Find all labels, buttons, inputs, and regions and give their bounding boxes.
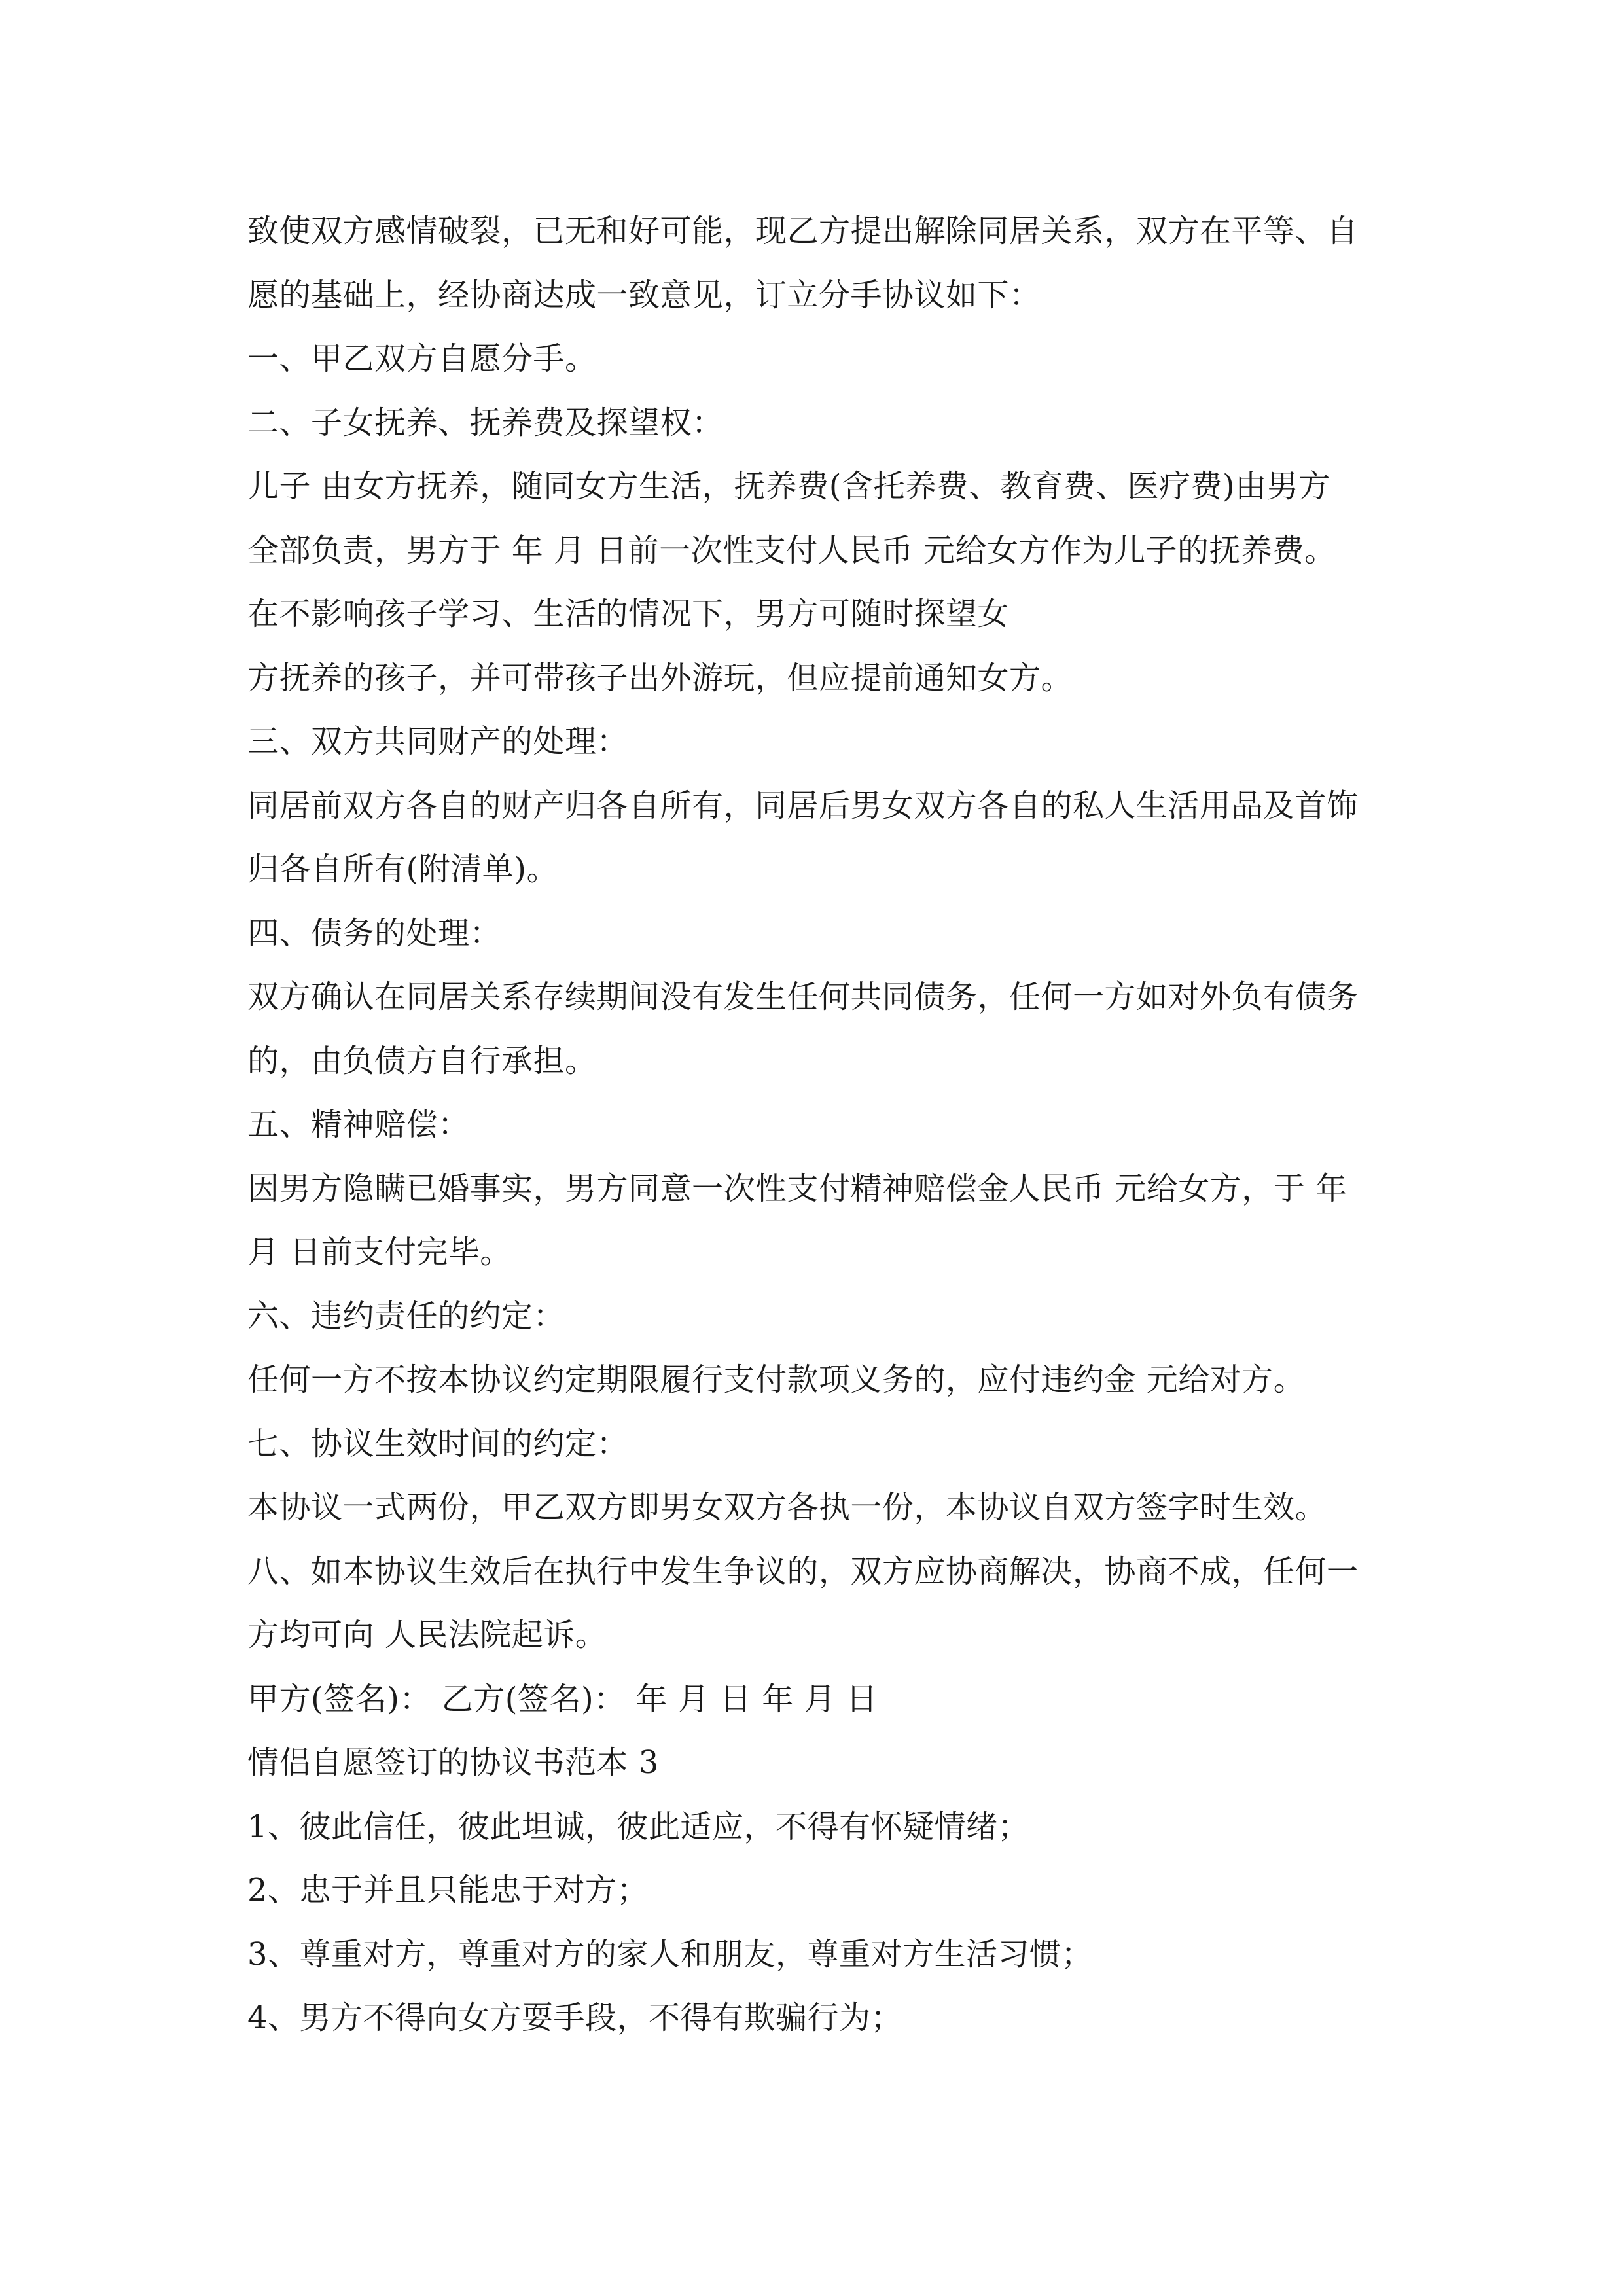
text-line: 方抚养的孩子，并可带孩子出外游玩，但应提前通知女方。 <box>247 659 1073 696</box>
section-heading: 四、债务的处理： <box>247 914 502 952</box>
document-title: 情侣自愿签订的协议书范本 3 <box>247 1744 659 1781</box>
text-line: 本协议一式两份，甲乙双方即男女双方各执一份，本协议自双方签字时生效。 <box>247 1489 1327 1526</box>
section-heading: 三、双方共同财产的处理： <box>247 723 629 760</box>
text-line: 儿子 由女方抚养，随同女方生活，抚养费(含托养费、教育费、医疗费)由男方 <box>247 468 1330 505</box>
list-item: 1、彼此信任，彼此坦诚，彼此适应，不得有怀疑情绪； <box>247 1808 1030 1845</box>
section-heading: 一、甲乙双方自愿分手。 <box>247 340 597 377</box>
list-item: 4、男方不得向女方耍手段，不得有欺骗行为； <box>247 2000 903 2036</box>
text-line: 因男方隐瞒已婚事实，男方同意一次性支付精神赔偿金人民币 元给女方，于 年 <box>247 1170 1347 1207</box>
text-line: 归各自所有(附清单)。 <box>247 851 558 888</box>
list-item: 3、尊重对方，尊重对方的家人和朋友，尊重对方生活习惯； <box>247 1935 1094 1973</box>
text-line: 同居前双方各自的财产归各自所有，同居后男女双方各自的私人生活用品及首饰 <box>247 787 1359 824</box>
list-item: 2、忠于并且只能忠于对方； <box>247 1872 649 1909</box>
section-heading: 二、子女抚养、抚养费及探望权： <box>247 404 724 441</box>
text-line: 任何一方不按本协议约定期限履行支付款项义务的，应付违约金 元给对方。 <box>247 1361 1306 1398</box>
text-line: 在不影响孩子学习、生活的情况下，男方可随时探望女 <box>247 596 1010 632</box>
text-line: 全部负责，男方于 年 月 日前一次性支付人民币 元给女方作为儿子的抚养费。 <box>247 531 1336 569</box>
text-line: 致使双方感情破裂，已无和好可能，现乙方提出解除同居关系，双方在平等、自 <box>247 213 1359 249</box>
text-line: 八、如本协议生效后在执行中发生争议的，双方应协商解决，协商不成，任何一 <box>247 1552 1359 1590</box>
text-line: 双方确认在同居关系存续期间没有发生任何共同债务，任何一方如对外负有债务 <box>247 978 1359 1015</box>
section-heading: 七、协议生效时间的约定： <box>247 1425 629 1462</box>
text-line: 愿的基础上，经协商达成一致意见，订立分手协议如下： <box>247 276 1041 314</box>
section-heading: 六、违约责任的约定： <box>247 1297 565 1335</box>
document-body <box>247 200 1386 2051</box>
signature-line: 甲方(签名)： 乙方(签名)： 年 月 日 年 月 日 <box>247 1680 878 1717</box>
text-line: 的，由负债方自行承担。 <box>247 1042 597 1079</box>
text-line: 月 日前支付完毕。 <box>247 1234 512 1270</box>
text-line: 方均可向 人民法院起诉。 <box>247 1617 607 1653</box>
section-heading: 五、精神赔偿： <box>247 1106 470 1143</box>
